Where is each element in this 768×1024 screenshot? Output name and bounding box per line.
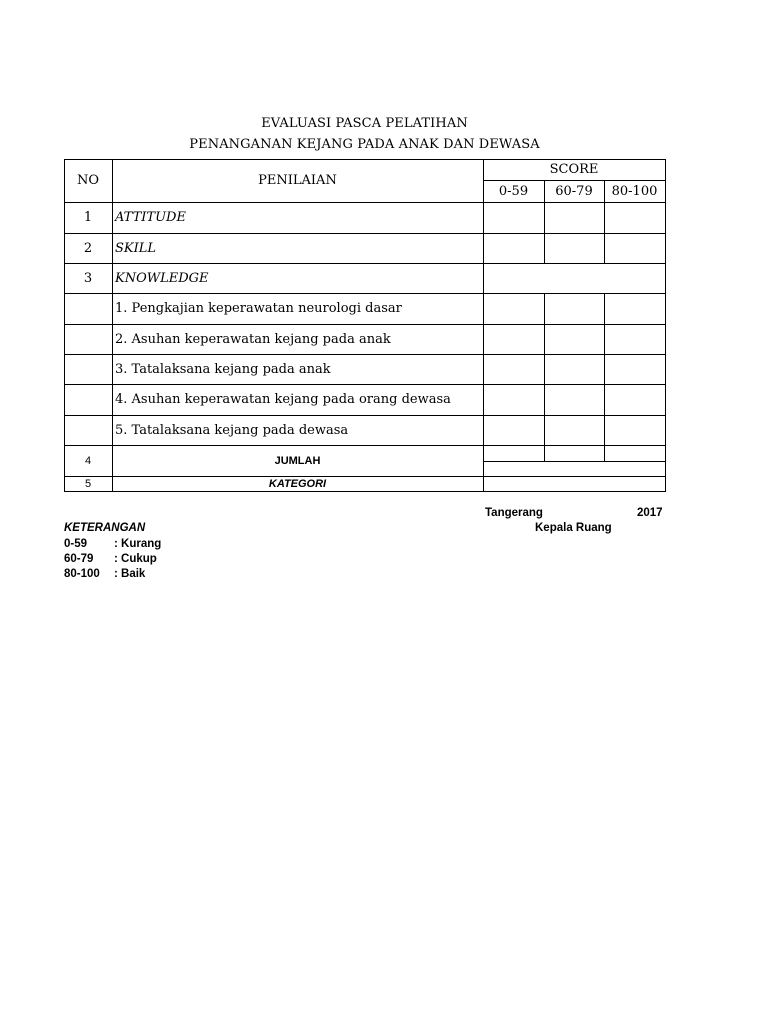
row-label-kategori: KATEGORI bbox=[268, 477, 327, 490]
table-line-score-col1b bbox=[544, 293, 545, 461]
table-line-score-end bbox=[483, 461, 665, 462]
header-score-range-3: 80-100 bbox=[611, 183, 658, 199]
row-label-jumlah: JUMLAH bbox=[274, 454, 321, 467]
table-line-no-col bbox=[112, 159, 113, 492]
header-score-range-1: 0-59 bbox=[498, 183, 529, 199]
row-label: 4. Asuhan keperawatan kejang pada orang dewasa bbox=[115, 392, 451, 407]
row-no: 2 bbox=[83, 240, 93, 256]
legend-heading: KETERANGAN bbox=[64, 522, 146, 534]
row-label: 3. Tatalaksana kejang pada anak bbox=[115, 361, 331, 377]
signature-role: Kepala Ruang bbox=[535, 522, 612, 534]
header-score: SCORE bbox=[549, 162, 599, 177]
row-label: 2. Asuhan keperawatan kejang pada anak bbox=[115, 331, 391, 347]
legend-range: 60-79 bbox=[64, 553, 94, 565]
legend-range: 80-100 bbox=[64, 568, 100, 580]
table-border-right bbox=[665, 159, 666, 492]
signature-year: 2017 bbox=[637, 507, 663, 519]
legend-desc: : Baik bbox=[114, 568, 146, 580]
row-label: 5. Tatalaksana kejang pada dewasa bbox=[115, 422, 349, 438]
document-subtitle: PENANGANAN KEJANG PADA ANAK DAN DEWASA bbox=[189, 137, 540, 152]
row-label: 1. Pengkajian keperawatan neurologi dasar bbox=[115, 301, 402, 316]
header-no: NO bbox=[76, 173, 100, 188]
header-score-range-2: 60-79 bbox=[555, 183, 593, 199]
row-label: SKILL bbox=[115, 240, 157, 256]
table-border-bottom bbox=[64, 491, 665, 492]
legend-desc: : Cukup bbox=[114, 553, 157, 565]
row-no: 4 bbox=[84, 454, 92, 467]
table-line-penilaian-col bbox=[483, 159, 484, 492]
header-penilaian: PENILAIAN bbox=[258, 173, 337, 188]
legend-desc: : Kurang bbox=[114, 538, 162, 550]
document-title: EVALUASI PASCA PELATIHAN bbox=[261, 116, 468, 131]
row-label: KNOWLEDGE bbox=[115, 270, 209, 286]
row-no: 3 bbox=[83, 270, 93, 286]
legend-range: 0-59 bbox=[64, 538, 88, 550]
row-no: 5 bbox=[84, 477, 92, 490]
row-no: 1 bbox=[83, 210, 93, 225]
table-line-score-col2b bbox=[604, 293, 605, 461]
row-label: ATTITUDE bbox=[115, 210, 186, 225]
signature-place: Tangerang bbox=[485, 507, 543, 519]
